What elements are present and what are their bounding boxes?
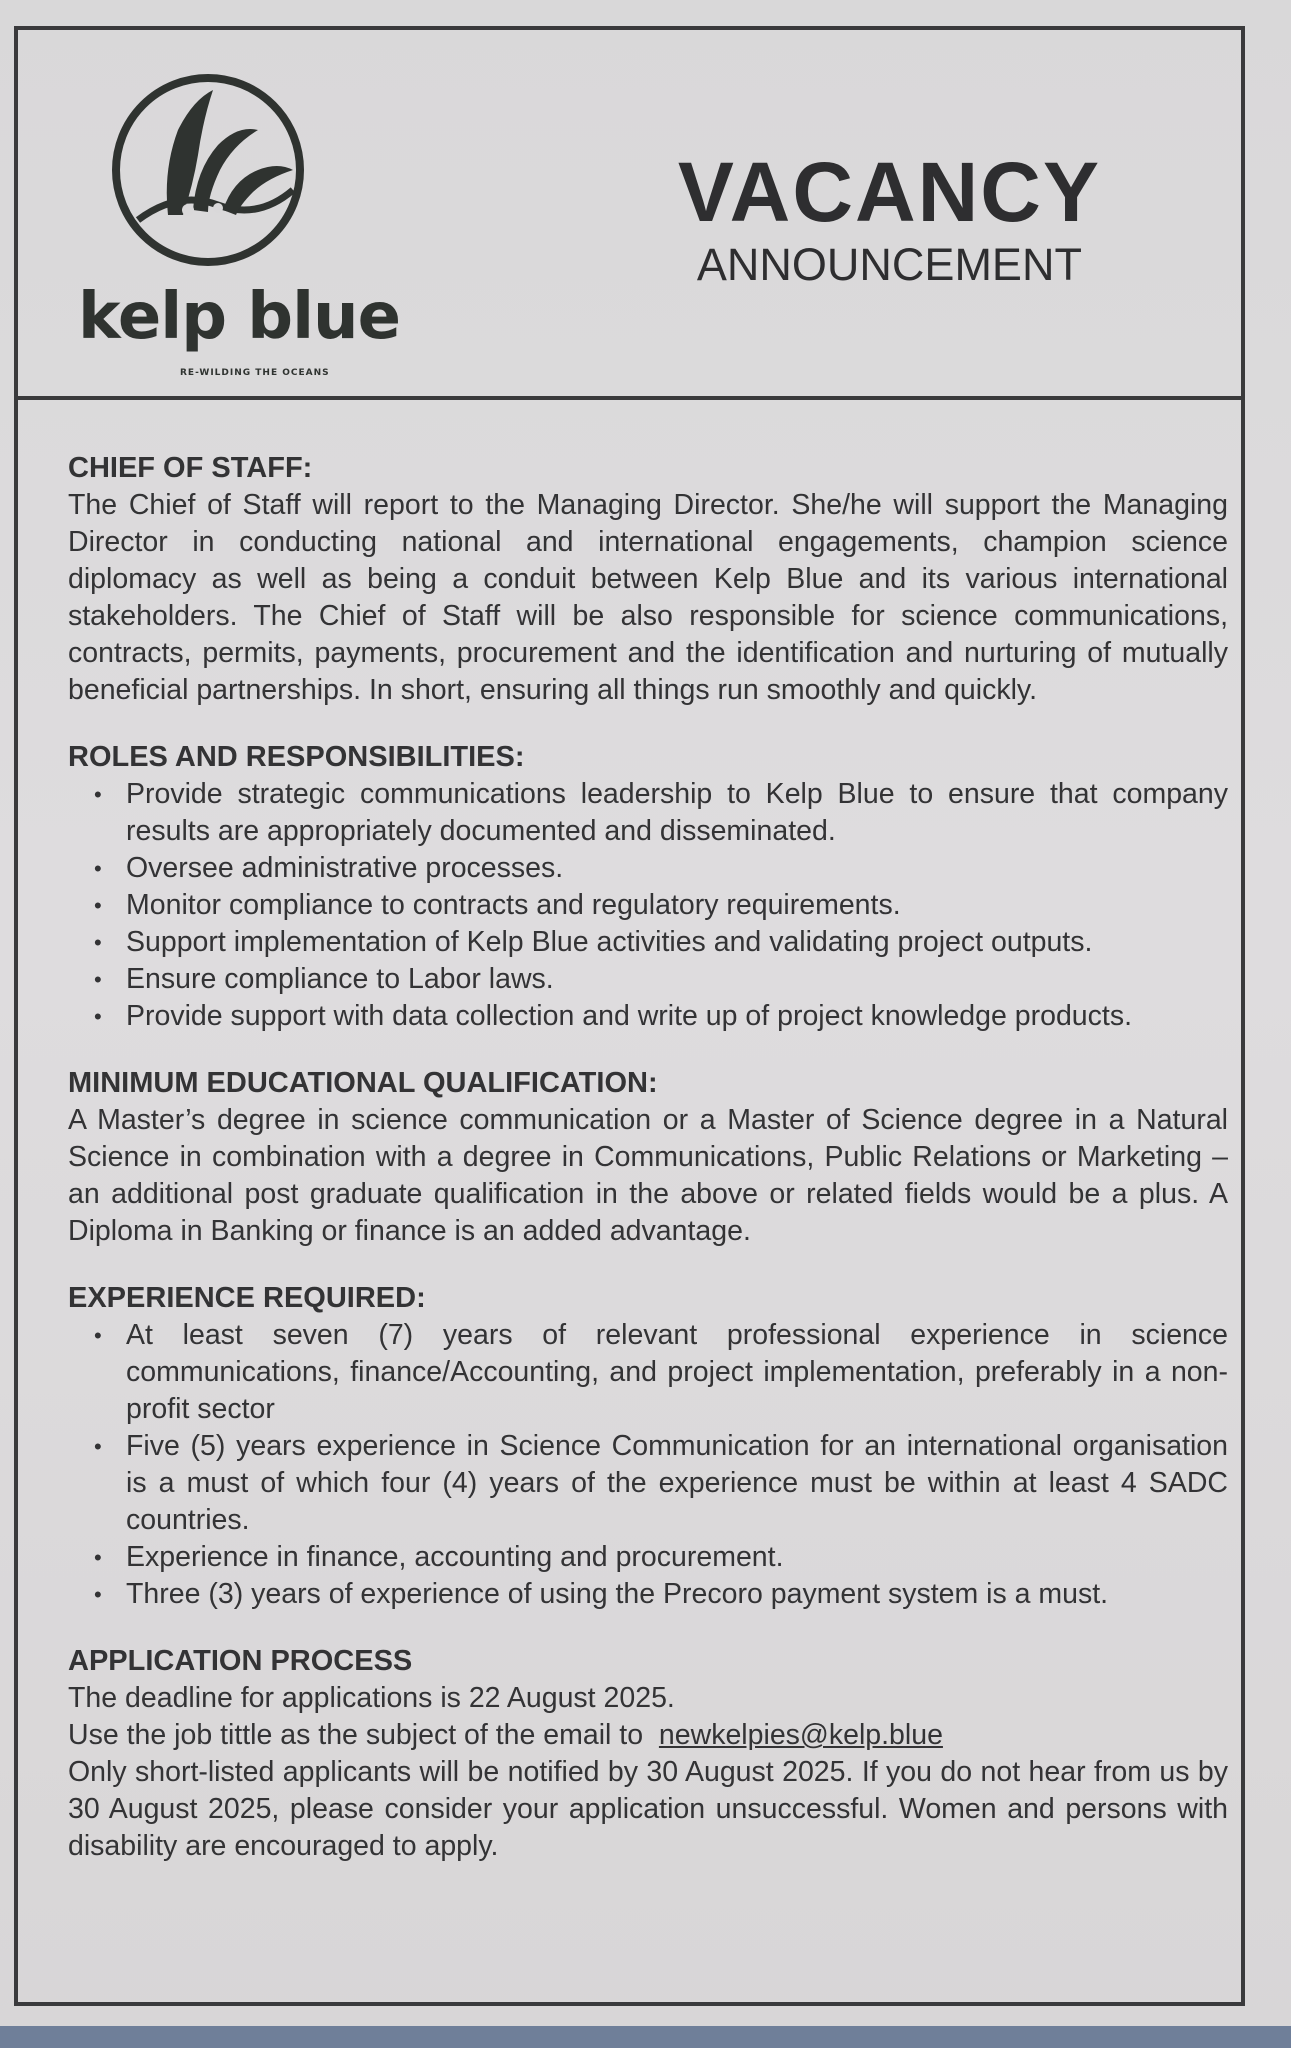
announcement-body bbox=[68, 450, 1228, 1895]
list-item bbox=[68, 924, 1228, 961]
kelp-logo-icon bbox=[108, 70, 308, 270]
brand-tagline: RE-WILDING THE OCEANS bbox=[180, 368, 330, 378]
bullet-icon: • bbox=[94, 1434, 102, 1459]
list-item-text: Experience in finance, accounting and procurement. bbox=[126, 1541, 784, 1573]
list-item bbox=[68, 1317, 1228, 1428]
application-section bbox=[68, 1643, 1228, 1865]
bullet-icon: • bbox=[94, 782, 102, 807]
announcement-header bbox=[18, 30, 1241, 400]
email-instruction-text: Use the job tittle as the subject of the email to bbox=[68, 1719, 644, 1751]
list-item-text: Provide strategic communications leadership to Kelp Blue to ensure that company results are appropriately documented and disseminated. bbox=[126, 778, 1228, 847]
application-email-link[interactable]: newkelpies@kelp.blue bbox=[658, 1719, 943, 1751]
list-item bbox=[68, 1428, 1228, 1539]
background-strip bbox=[0, 2026, 1291, 2048]
bullet-icon: • bbox=[94, 1582, 102, 1607]
experience-list bbox=[68, 1317, 1228, 1613]
bullet-icon: • bbox=[94, 1004, 102, 1029]
notification-text: Only short-listed applicants will be notified by 30 August 2025. If you do not hear from us by 30 August 2025, please consider your application unsuccessful. Women and persons with disability are encouraged to apply. bbox=[68, 1756, 1228, 1862]
page-subtitle: ANNOUNCEMENT bbox=[696, 239, 1082, 290]
list-item-text: Ensure compliance to Labor laws. bbox=[126, 963, 554, 995]
section-paragraph: A Master’s degree in science communication or a Master of Science degree in a Natural Science in combination with a degree in Communications, Public Relations or Marketing – an additional post graduate qualification in the above or related fields would be a plus. A Diploma in Banking or finance is an added advantage. bbox=[68, 1104, 1228, 1247]
kelp-blue-logo bbox=[68, 60, 400, 378]
section-heading: MINIMUM EDUCATIONAL QUALIFICATION: bbox=[68, 1067, 658, 1099]
section-heading: APPLICATION PROCESS bbox=[68, 1645, 413, 1677]
list-item bbox=[68, 1576, 1228, 1613]
chief-of-staff-section bbox=[68, 450, 1228, 709]
list-item-text: Support implementation of Kelp Blue activities and validating project outputs. bbox=[126, 926, 1093, 958]
list-item bbox=[68, 850, 1228, 887]
section-heading: CHIEF OF STAFF: bbox=[68, 452, 313, 484]
roles-section bbox=[68, 739, 1228, 1035]
roles-list bbox=[68, 776, 1228, 1035]
list-item-text: Five (5) years experience in Science Communication for an international organisation is a must of which four (4) years of the experience must be within at least 4 SADC countries. bbox=[126, 1430, 1228, 1536]
bullet-icon: • bbox=[94, 893, 102, 918]
list-item bbox=[68, 1539, 1228, 1576]
section-heading: EXPERIENCE REQUIRED: bbox=[68, 1282, 426, 1314]
bullet-icon: • bbox=[94, 1545, 102, 1570]
announcement-frame bbox=[14, 26, 1245, 2006]
bullet-icon: • bbox=[94, 1323, 102, 1348]
section-heading: ROLES AND RESPONSIBILITIES: bbox=[68, 741, 525, 773]
list-item-text: Oversee administrative processes. bbox=[126, 852, 564, 884]
list-item bbox=[68, 998, 1228, 1035]
list-item bbox=[68, 776, 1228, 850]
list-item bbox=[68, 887, 1228, 924]
page-title: VACANCY bbox=[677, 145, 1101, 239]
list-item-text: At least seven (7) years of relevant professional experience in science communications, finance/Accounting, and project implementation, preferably in a non-profit sector bbox=[126, 1319, 1228, 1425]
experience-section bbox=[68, 1280, 1228, 1613]
section-paragraph: The Chief of Staff will report to the Managing Director. She/he will support the Managing Director in conducting national and international engagements, champion science diplomacy as well as being a conduit between Kelp Blue and its various international stakeholders. The Chief of Staff will be also responsible for science communications, contracts, permits, payments, procurement and the identification and nurturing of mutually beneficial partnerships. In short, ensuring all things run smoothly and quickly. bbox=[68, 489, 1228, 706]
bullet-icon: • bbox=[94, 930, 102, 955]
list-item bbox=[68, 961, 1228, 998]
bullet-icon: • bbox=[94, 856, 102, 881]
brand-name: kelp blue bbox=[78, 280, 400, 354]
bullet-icon: • bbox=[94, 967, 102, 992]
list-item-text: Monitor compliance to contracts and regulatory requirements. bbox=[126, 889, 901, 921]
email-instruction bbox=[68, 1717, 1228, 1754]
list-item-text: Three (3) years of experience of using the Precoro payment system is a must. bbox=[126, 1578, 1109, 1610]
title-block bbox=[677, 145, 1101, 290]
deadline-text: The deadline for applications is 22 August 2025. bbox=[68, 1682, 675, 1714]
education-section bbox=[68, 1065, 1228, 1250]
list-item-text: Provide support with data collection and write up of project knowledge products. bbox=[126, 1000, 1132, 1032]
